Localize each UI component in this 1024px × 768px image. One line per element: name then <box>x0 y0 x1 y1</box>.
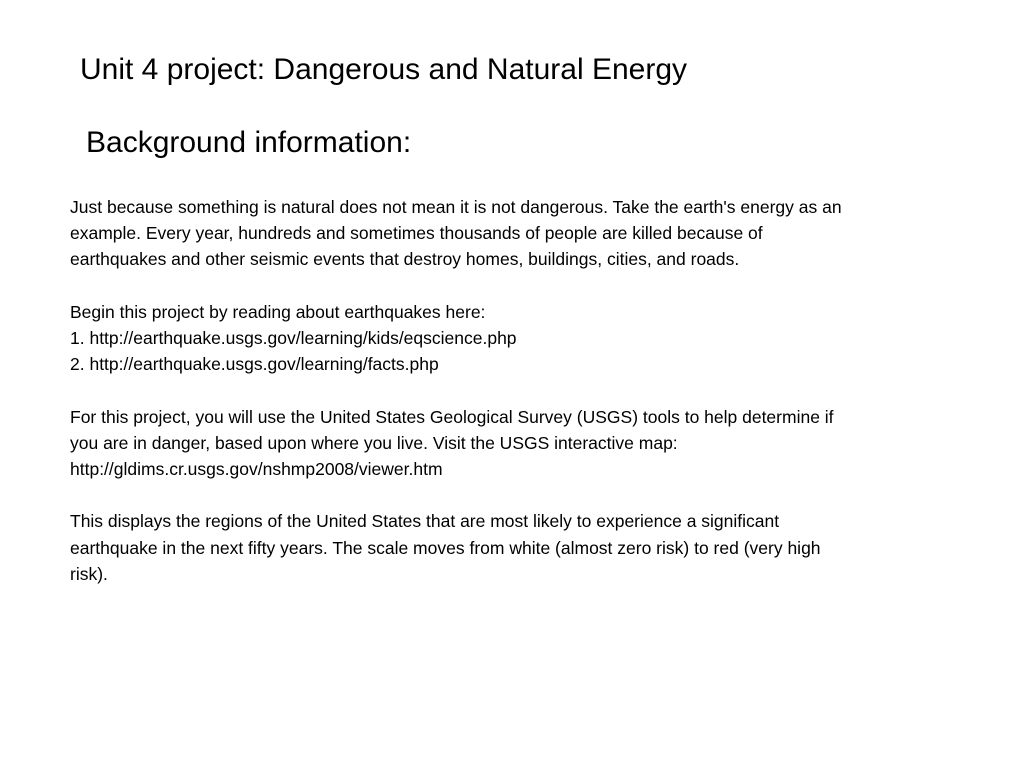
paragraph-reading-links <box>70 299 960 378</box>
text-line: you are in danger, based upon where you live. Visit the USGS interactive map: <box>70 432 678 453</box>
text-line: Begin this project by reading about earthquakes here: <box>70 301 486 322</box>
slide-subtitle: Background information: <box>86 126 412 159</box>
text-line: This displays the regions of the United States that are most likely to experience a significant <box>70 511 780 532</box>
text-line: Just because something is natural does not mean it is not dangerous. Take the earth's energy as an <box>70 197 842 217</box>
paragraph-usgs-tools <box>70 404 960 483</box>
paragraph-intro <box>70 194 960 273</box>
text-line: risk). <box>70 563 108 584</box>
text-line: For this project, you will use the United States Geological Survey (USGS) tools to help determine if <box>70 406 834 427</box>
link-usgs-viewer: http://gldims.cr.usgs.gov/nshmp2008/viewer.htm <box>70 459 443 479</box>
paragraph-map-description <box>70 508 960 587</box>
text-line: earthquakes and other seismic events that destroy homes, buildings, cities, and roads. <box>70 249 740 270</box>
text-line: earthquake in the next fifty years. The scale moves from white (almost zero risk) to red (very high <box>70 537 821 558</box>
link-facts: 2. http://earthquake.usgs.gov/learning/facts.php <box>70 354 439 375</box>
slide-body <box>70 194 960 613</box>
link-eqscience: 1. http://earthquake.usgs.gov/learning/kids/eqscience.php <box>70 328 517 348</box>
text-line: example. Every year, hundreds and sometimes thousands of people are killed because of <box>70 223 763 244</box>
slide-title: Unit 4 project: Dangerous and Natural Energy <box>80 53 688 86</box>
